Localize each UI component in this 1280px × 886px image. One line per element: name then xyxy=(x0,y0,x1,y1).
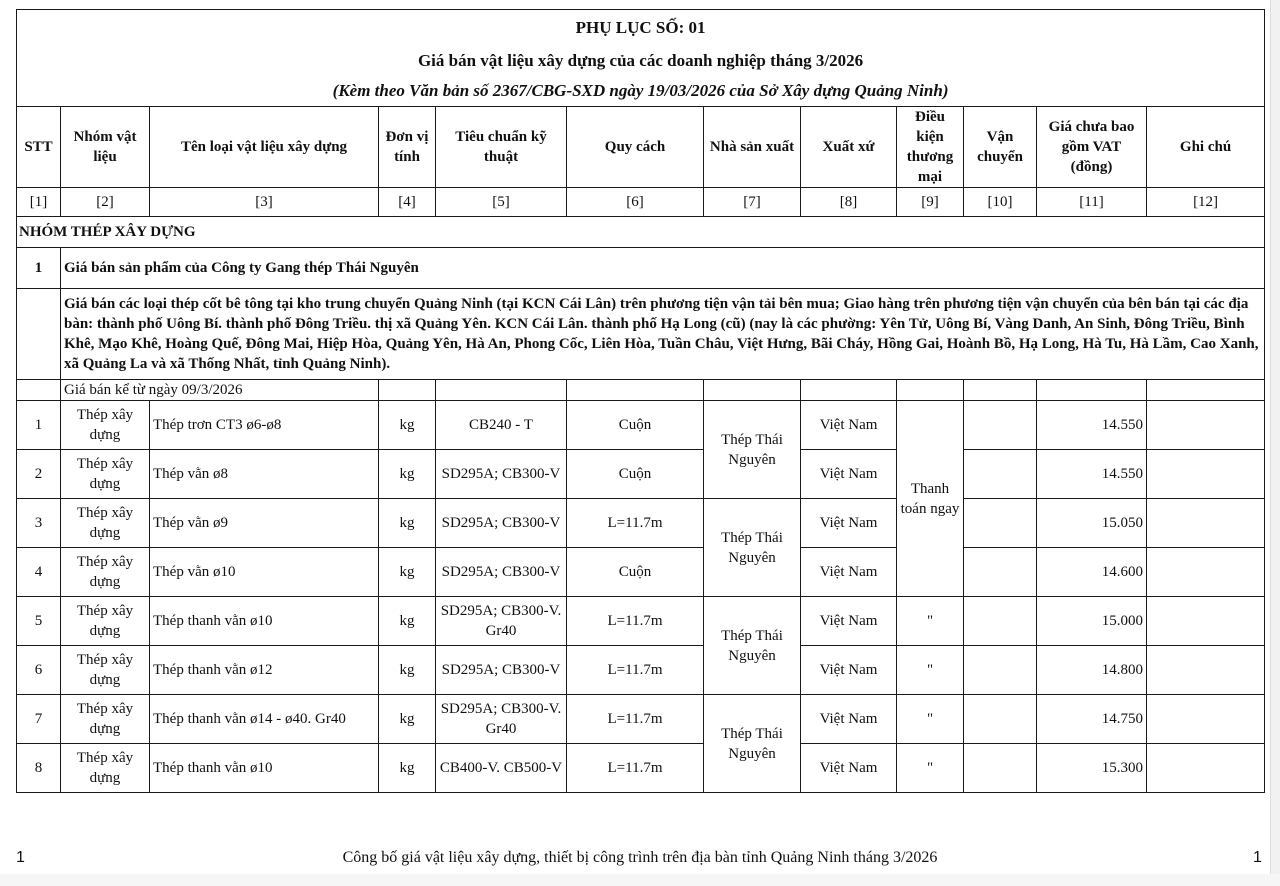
row-spec: Cuộn xyxy=(567,548,704,597)
row-name: Thép thanh vằn ø14 - ø40. Gr40 xyxy=(150,695,379,744)
row-manufacturer: Thép Thái Nguyên xyxy=(704,695,801,793)
header-material-name: Tên loại vật liệu xây dựng xyxy=(150,107,379,188)
empty-cell xyxy=(1147,380,1265,401)
row-stt: 5 xyxy=(17,597,61,646)
row-price: 14.550 xyxy=(1037,401,1147,450)
section-row xyxy=(17,217,1265,248)
row-transport xyxy=(964,695,1037,744)
empty-cell xyxy=(704,380,801,401)
section-title: NHÓM THÉP XÂY DỰNG xyxy=(17,217,1265,248)
header-note: Ghi chú xyxy=(1147,107,1265,188)
header-origin: Xuất xứ xyxy=(801,107,897,188)
row-unit: kg xyxy=(379,646,436,695)
row-transport xyxy=(964,499,1037,548)
column-index: [2] xyxy=(61,188,150,217)
row-origin: Việt Nam xyxy=(801,450,897,499)
column-index: [7] xyxy=(704,188,801,217)
row-spec: Cuộn xyxy=(567,450,704,499)
row-stt: 6 xyxy=(17,646,61,695)
effective-date-row xyxy=(17,380,1265,401)
row-terms: " xyxy=(897,646,964,695)
header-transport: Vận chuyển xyxy=(964,107,1037,188)
column-index: [10] xyxy=(964,188,1037,217)
header-standard: Tiêu chuẩn kỹ thuật xyxy=(436,107,567,188)
row-spec: Cuộn xyxy=(567,401,704,450)
row-unit: kg xyxy=(379,597,436,646)
effective-date: Giá bán kể từ ngày 09/3/2026 xyxy=(61,380,379,401)
row-stt: 4 xyxy=(17,548,61,597)
row-standard: SD295A; CB300-V. Gr40 xyxy=(436,695,567,744)
column-index: [9] xyxy=(897,188,964,217)
row-transport xyxy=(964,450,1037,499)
page-bottom-strip xyxy=(0,874,1280,886)
row-terms: " xyxy=(897,744,964,793)
column-index: [8] xyxy=(801,188,897,217)
table-row xyxy=(17,548,1265,597)
row-note xyxy=(1147,597,1265,646)
column-index: [5] xyxy=(436,188,567,217)
row-name: Thép thanh vằn ø12 xyxy=(150,646,379,695)
row-unit: kg xyxy=(379,450,436,499)
row-price: 14.750 xyxy=(1037,695,1147,744)
header-row xyxy=(17,107,1265,188)
row-standard: CB240 - T xyxy=(436,401,567,450)
empty-cell xyxy=(379,380,436,401)
row-note xyxy=(1147,548,1265,597)
row-name: Thép thanh vằn ø10 xyxy=(150,744,379,793)
row-group: Thép xây dựng xyxy=(61,450,150,499)
column-index: [1] xyxy=(17,188,61,217)
row-note xyxy=(1147,450,1265,499)
column-index: [12] xyxy=(1147,188,1265,217)
row-standard: SD295A; CB300-V xyxy=(436,548,567,597)
row-name: Thép vằn ø10 xyxy=(150,548,379,597)
row-standard: SD295A; CB300-V xyxy=(436,646,567,695)
empty-cell xyxy=(801,380,897,401)
viewer-scrollbar[interactable] xyxy=(1270,0,1280,886)
title-block xyxy=(17,10,1265,107)
row-unit: kg xyxy=(379,744,436,793)
row-transport xyxy=(964,646,1037,695)
row-price: 14.800 xyxy=(1037,646,1147,695)
empty-cell xyxy=(567,380,704,401)
company-row xyxy=(17,248,1265,289)
company-stt: 1 xyxy=(17,248,61,289)
row-stt: 8 xyxy=(17,744,61,793)
description-row xyxy=(17,289,1265,380)
row-price: 14.600 xyxy=(1037,548,1147,597)
header-terms: Điều kiện thương mại xyxy=(897,107,964,188)
document-reference: (Kèm theo Văn bản số 2367/CBG-SXD ngày 19/03/2026 của Sở Xây dựng Quảng Ninh) xyxy=(332,81,949,100)
row-transport xyxy=(964,401,1037,450)
row-terms: " xyxy=(897,695,964,744)
row-name: Thép vằn ø9 xyxy=(150,499,379,548)
row-manufacturer: Thép Thái Nguyên xyxy=(704,401,801,499)
description-text: Giá bán các loại thép cốt bê tông tại kho trung chuyển Quảng Ninh (tại KCN Cái Lân) trên phương tiện vận tải bên mua; Giao hàng trên phương tiện vận chuyển của bên bán tại các địa bàn: thành phố Uông Bí. thành phố Đông Triều. thị xã Quảng Yên. KCN Cái Lân. thành phố Hạ Long (cũ) (nay là các phường: Yên Tử, Uông Bí, Vàng Danh, An Sinh, Đông Triều, Bình Khê, Mạo Khê, Hoàng Quế, Đông Mai, Hiệp Hòa, Quảng Yên, Hà An, Phong Cốc, Liên Hòa, Tuần Châu, Việt Hưng, Bãi Cháy, Hồng Gai, Hoành Bồ, Hạ Long, Hà Tu, Hà Lầm, Cao Xanh, xã Quảng La và xã Thống Nhất, tỉnh Quảng Ninh). xyxy=(61,289,1265,380)
column-index: [3] xyxy=(150,188,379,217)
row-note xyxy=(1147,744,1265,793)
table-row xyxy=(17,499,1265,548)
row-standard: CB400-V. CB500-V xyxy=(436,744,567,793)
row-origin: Việt Nam xyxy=(801,744,897,793)
document-subtitle: Giá bán vật liệu xây dựng của các doanh nghiệp tháng 3/2026 xyxy=(417,51,864,70)
document-title: PHỤ LỤC SỐ: 01 xyxy=(575,18,706,37)
footer-page-number-left: 1 xyxy=(16,849,25,866)
date-blank xyxy=(17,380,61,401)
row-standard: SD295A; CB300-V xyxy=(436,450,567,499)
row-terms-merged: Thanh toán ngay xyxy=(897,401,964,597)
row-unit: kg xyxy=(379,401,436,450)
row-unit: kg xyxy=(379,548,436,597)
column-index: [6] xyxy=(567,188,704,217)
row-origin: Việt Nam xyxy=(801,548,897,597)
title-row xyxy=(17,10,1265,107)
footer-caption: Công bố giá vật liệu xây dựng, thiết bị công trình trên địa bàn tỉnh Quảng Ninh tháng 3/2026 xyxy=(342,849,938,866)
row-stt: 2 xyxy=(17,450,61,499)
price-appendix-table xyxy=(16,9,1265,793)
row-group: Thép xây dựng xyxy=(61,401,150,450)
row-standard: SD295A; CB300-V. Gr40 xyxy=(436,597,567,646)
row-name: Thép vằn ø8 xyxy=(150,450,379,499)
row-note xyxy=(1147,695,1265,744)
row-group: Thép xây dựng xyxy=(61,597,150,646)
row-standard: SD295A; CB300-V xyxy=(436,499,567,548)
table-row xyxy=(17,450,1265,499)
row-price: 15.000 xyxy=(1037,597,1147,646)
header-spec: Quy cách xyxy=(567,107,704,188)
row-note xyxy=(1147,401,1265,450)
row-spec: L=11.7m xyxy=(567,695,704,744)
header-manufacturer: Nhà sản xuất xyxy=(704,107,801,188)
row-price: 15.300 xyxy=(1037,744,1147,793)
empty-cell xyxy=(897,380,964,401)
table-row xyxy=(17,597,1265,646)
table-row xyxy=(17,401,1265,450)
empty-cell xyxy=(1037,380,1147,401)
header-unit: Đơn vị tính xyxy=(379,107,436,188)
row-manufacturer: Thép Thái Nguyên xyxy=(704,597,801,695)
row-spec: L=11.7m xyxy=(567,646,704,695)
header-price: Giá chưa bao gồm VAT (đồng) xyxy=(1037,107,1147,188)
row-spec: L=11.7m xyxy=(567,499,704,548)
row-spec: L=11.7m xyxy=(567,597,704,646)
company-name: Giá bán sản phẩm của Công ty Gang thép Thái Nguyên xyxy=(61,248,1265,289)
row-group: Thép xây dựng xyxy=(61,499,150,548)
empty-cell xyxy=(436,380,567,401)
row-name: Thép trơn CT3 ø6-ø8 xyxy=(150,401,379,450)
column-index: [11] xyxy=(1037,188,1147,217)
row-group: Thép xây dựng xyxy=(61,744,150,793)
row-transport xyxy=(964,597,1037,646)
description-blank xyxy=(17,289,61,380)
row-group: Thép xây dựng xyxy=(61,548,150,597)
row-note xyxy=(1147,499,1265,548)
row-transport xyxy=(964,744,1037,793)
row-origin: Việt Nam xyxy=(801,597,897,646)
empty-cell xyxy=(964,380,1037,401)
column-index: [4] xyxy=(379,188,436,217)
table-row xyxy=(17,695,1265,744)
row-origin: Việt Nam xyxy=(801,401,897,450)
row-price: 15.050 xyxy=(1037,499,1147,548)
header-stt: STT xyxy=(17,107,61,188)
row-manufacturer: Thép Thái Nguyên xyxy=(704,499,801,597)
column-index-row xyxy=(17,188,1265,217)
row-group: Thép xây dựng xyxy=(61,695,150,744)
header-material-group: Nhóm vật liệu xyxy=(61,107,150,188)
row-unit: kg xyxy=(379,499,436,548)
row-terms: " xyxy=(897,597,964,646)
row-origin: Việt Nam xyxy=(801,499,897,548)
row-transport xyxy=(964,548,1037,597)
row-origin: Việt Nam xyxy=(801,646,897,695)
row-name: Thép thanh vằn ø10 xyxy=(150,597,379,646)
row-stt: 1 xyxy=(17,401,61,450)
table-row xyxy=(17,646,1265,695)
row-unit: kg xyxy=(379,695,436,744)
row-note xyxy=(1147,646,1265,695)
row-group: Thép xây dựng xyxy=(61,646,150,695)
footer-page-number-right: 1 xyxy=(1253,849,1262,866)
row-spec: L=11.7m xyxy=(567,744,704,793)
table-row xyxy=(17,744,1265,793)
row-price: 14.550 xyxy=(1037,450,1147,499)
row-stt: 3 xyxy=(17,499,61,548)
row-stt: 7 xyxy=(17,695,61,744)
row-origin: Việt Nam xyxy=(801,695,897,744)
